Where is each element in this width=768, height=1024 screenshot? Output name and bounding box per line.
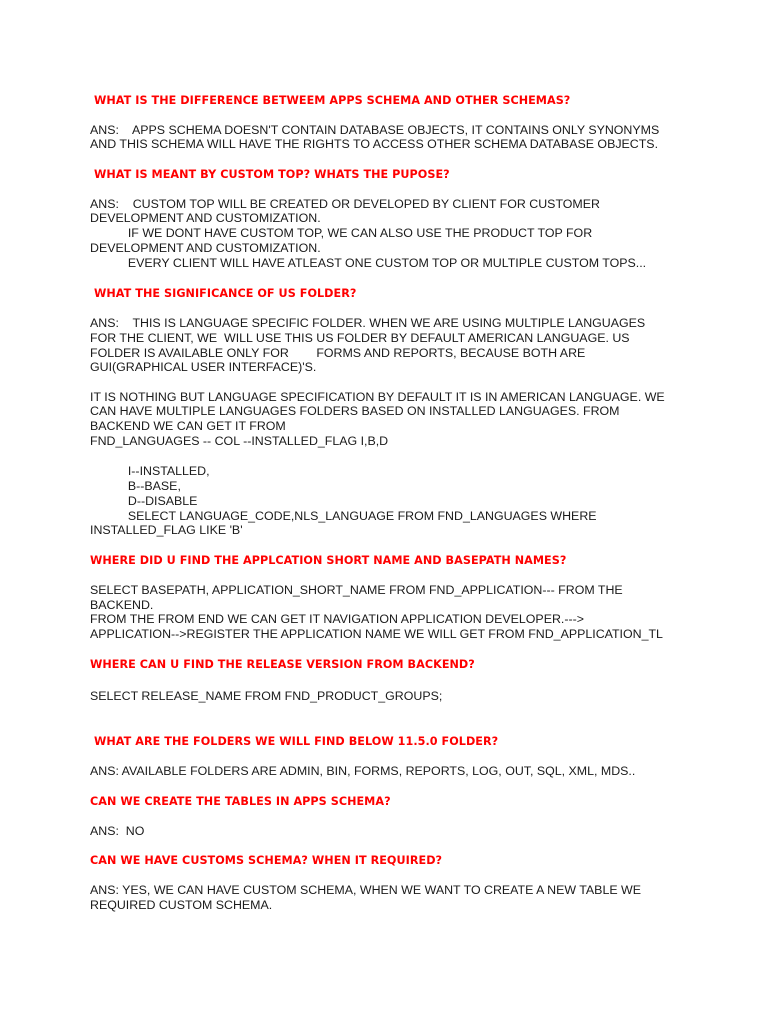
answer-line: ANS: AVAILABLE FOLDERS ARE ADMIN, BIN, FORMS, REPORTS, LOG, OUT, SQL, XML, MDS.. xyxy=(90,764,636,778)
answer-line: ANS: NO xyxy=(90,824,145,838)
answer-line: FOLDER IS AVAILABLE ONLY FOR FORMS AND REPORTS, BECAUSE BOTH ARE xyxy=(90,346,586,360)
question-heading: WHAT THE SIGNIFICANCE OF US FOLDER? xyxy=(94,287,357,300)
answer-line: D--DISABLE xyxy=(90,494,198,508)
answer-line: SELECT RELEASE_NAME FROM FND_PRODUCT_GROUPS; xyxy=(90,689,443,703)
answer-line: FND_LANGUAGES -- COL --INSTALLED_FLAG I,B,D xyxy=(90,434,389,448)
answer-line: DEVELOPMENT AND CUSTOMIZATION. xyxy=(90,241,321,255)
answer-line: ANS: CUSTOM TOP WILL BE CREATED OR DEVELOPED BY CLIENT FOR CUSTOMER xyxy=(90,197,600,211)
answer-line: GUI(GRAPHICAL USER INTERFACE)'S. xyxy=(90,360,317,374)
question-heading: WHAT ARE THE FOLDERS WE WILL FIND BELOW 11.5.0 FOLDER? xyxy=(94,735,499,748)
question-heading: WHAT IS MEANT BY CUSTOM TOP? WHATS THE PUPOSE? xyxy=(94,168,450,181)
answer-line: REQUIRED CUSTOM SCHEMA. xyxy=(90,898,273,912)
answer-line: IT IS NOTHING BUT LANGUAGE SPECIFICATION BY DEFAULT IT IS IN AMERICAN LANGUAGE. WE xyxy=(90,390,665,404)
answer-line: I--INSTALLED, xyxy=(90,464,210,478)
answer-line: IF WE DONT HAVE CUSTOM TOP, WE CAN ALSO USE THE PRODUCT TOP FOR xyxy=(90,226,593,240)
answer-line: ANS: YES, WE CAN HAVE CUSTOM SCHEMA, WHEN WE WANT TO CREATE A NEW TABLE WE xyxy=(90,883,642,897)
question-heading: CAN WE CREATE THE TABLES IN APPS SCHEMA? xyxy=(90,795,391,808)
answer-line: DEVELOPMENT AND CUSTOMIZATION. xyxy=(90,211,321,225)
question-heading: WHERE CAN U FIND THE RELEASE VERSION FROM BACKEND? xyxy=(90,658,475,671)
question-heading: WHERE DID U FIND THE APPLCATION SHORT NAME AND BASEPATH NAMES? xyxy=(90,554,567,567)
question-heading: CAN WE HAVE CUSTOMS SCHEMA? WHEN IT REQUIRED? xyxy=(90,854,443,867)
answer-line: SELECT LANGUAGE_CODE,NLS_LANGUAGE FROM FND_LANGUAGES WHERE xyxy=(90,509,597,523)
answer-line: BACKEND WE CAN GET IT FROM xyxy=(90,419,286,433)
answer-line: FOR THE CLIENT, WE WILL USE THIS US FOLDER BY DEFAULT AMERICAN LANGUAGE. US xyxy=(90,331,630,345)
answer-line: SELECT BASEPATH, APPLICATION_SHORT_NAME FROM FND_APPLICATION--- FROM THE xyxy=(90,583,623,597)
answer-line: CAN HAVE MULTIPLE LANGUAGES FOLDERS BASED ON INSTALLED LANGUAGES. FROM xyxy=(90,404,620,418)
question-heading: WHAT IS THE DIFFERENCE BETWEEM APPS SCHEMA AND OTHER SCHEMAS? xyxy=(94,94,571,107)
answer-line: INSTALLED_FLAG LIKE 'B' xyxy=(90,523,243,537)
answer-line: AND THIS SCHEMA WILL HAVE THE RIGHTS TO ACCESS OTHER SCHEMA DATABASE OBJECTS. xyxy=(90,137,659,151)
answer-line: ANS: APPS SCHEMA DOESN'T CONTAIN DATABASE OBJECTS, IT CONTAINS ONLY SYNONYMS xyxy=(90,123,660,137)
answer-line: B--BASE, xyxy=(90,479,181,493)
answer-line: EVERY CLIENT WILL HAVE ATLEAST ONE CUSTOM TOP OR MULTIPLE CUSTOM TOPS... xyxy=(90,256,647,270)
answer-line: FROM THE FROM END WE CAN GET IT NAVIGATION APPLICATION DEVELOPER.---> xyxy=(90,612,584,626)
answer-line: APPLICATION-->REGISTER THE APPLICATION NAME WE WILL GET FROM FND_APPLICATION_TL xyxy=(90,627,663,641)
answer-line: ANS: THIS IS LANGUAGE SPECIFIC FOLDER. WHEN WE ARE USING MULTIPLE LANGUAGES xyxy=(90,316,646,330)
answer-line: BACKEND. xyxy=(90,598,154,612)
